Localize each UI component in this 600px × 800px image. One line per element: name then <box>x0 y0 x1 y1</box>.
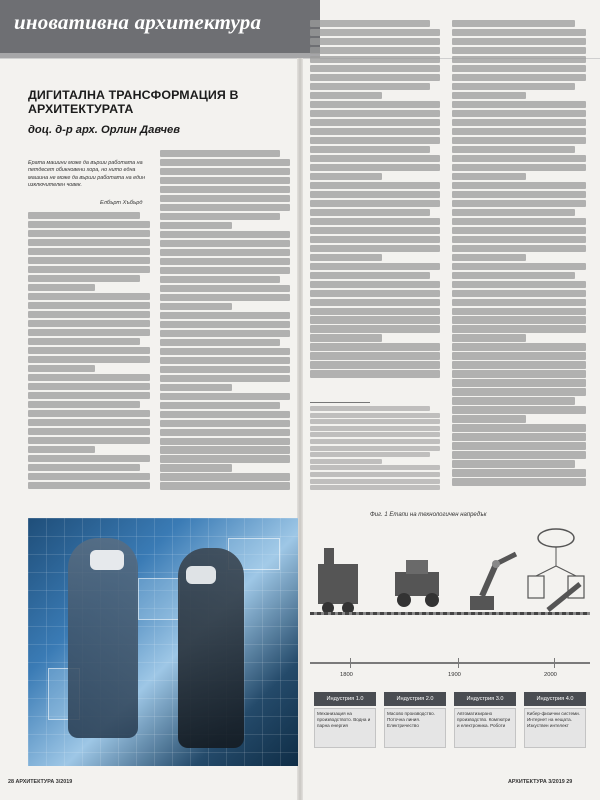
text-line <box>310 200 440 207</box>
stage-description: Механизация на производството. Водна и парна енергия <box>314 708 376 748</box>
text-line <box>452 173 526 180</box>
text-line <box>310 281 440 288</box>
text-line <box>28 437 150 444</box>
text-line <box>310 65 440 72</box>
text-line <box>28 455 150 462</box>
text-line <box>28 410 150 417</box>
text-line <box>28 230 150 237</box>
text-line <box>28 284 95 291</box>
text-column-4 <box>452 20 586 506</box>
text-line <box>28 473 150 480</box>
timeline-year: 1800 <box>340 672 353 678</box>
text-column-3 <box>310 20 440 398</box>
text-line <box>160 240 290 247</box>
footer-left: 28 АРХИТЕКТУРА 3/2019 <box>8 779 73 785</box>
text-line <box>160 195 290 202</box>
text-line <box>452 415 526 422</box>
text-line <box>310 325 440 332</box>
text-line <box>160 222 232 229</box>
text-line <box>452 442 586 449</box>
text-line <box>452 146 575 153</box>
text-line <box>452 316 586 323</box>
text-line <box>28 311 150 318</box>
text-line <box>310 432 440 437</box>
article-author: доц. д-р арх. Орлин Давчев <box>28 124 181 136</box>
text-line <box>160 339 280 346</box>
text-line <box>452 137 586 144</box>
text-line <box>28 464 140 471</box>
text-line <box>452 218 586 225</box>
timeline-tick <box>554 658 555 668</box>
text-line <box>160 375 290 382</box>
text-line <box>160 294 290 301</box>
text-line <box>452 406 586 413</box>
figure-caption: Фиг. 1 Етапи на технологичен напредък <box>370 512 487 518</box>
text-line <box>452 433 586 440</box>
text-line <box>452 83 575 90</box>
stage-label: Индустрия 2.0 <box>384 692 446 706</box>
text-line <box>28 401 140 408</box>
text-line <box>160 303 232 310</box>
text-line <box>452 38 586 45</box>
industry-illustrations <box>310 524 590 634</box>
text-line <box>28 266 150 273</box>
text-line <box>452 236 586 243</box>
text-line <box>160 348 290 355</box>
text-line <box>310 137 440 144</box>
text-line <box>310 272 430 279</box>
text-line <box>160 411 290 418</box>
text-line <box>310 83 430 90</box>
text-line <box>160 429 290 436</box>
text-line <box>310 101 440 108</box>
text-line <box>160 384 232 391</box>
text-line <box>452 308 586 315</box>
text-line <box>310 439 440 444</box>
text-line <box>452 379 586 386</box>
text-line <box>452 290 586 297</box>
text-line <box>160 204 290 211</box>
text-line <box>310 479 440 484</box>
text-line <box>310 413 440 418</box>
text-line <box>160 482 290 489</box>
text-line <box>452 478 586 485</box>
text-line <box>452 352 586 359</box>
footnote-rule <box>310 402 370 403</box>
text-line <box>310 119 440 126</box>
text-line <box>160 446 290 453</box>
text-line <box>452 74 586 81</box>
stage-description: Масово производство. Поточна линия. Електричество <box>384 708 446 748</box>
text-line <box>160 177 290 184</box>
footer-right: АРХИТЕКТУРА 3/2019 29 <box>508 779 573 785</box>
text-line <box>28 221 150 228</box>
text-line <box>28 374 150 381</box>
text-line <box>160 285 290 292</box>
text-line <box>452 272 575 279</box>
text-line <box>28 248 150 255</box>
text-line <box>452 245 586 252</box>
text-line <box>452 263 586 270</box>
text-line <box>310 406 430 411</box>
article-title: ДИГИТАЛНА ТРАНСФОРМАЦИЯ В АРХИТЕКТУРАТА <box>28 88 239 116</box>
timeline-axis <box>310 662 590 664</box>
text-line <box>28 365 95 372</box>
text-line <box>452 451 586 458</box>
text-line <box>452 200 586 207</box>
text-line <box>310 334 382 341</box>
text-line <box>160 464 232 471</box>
text-line <box>310 182 440 189</box>
text-line <box>452 299 586 306</box>
steam-locomotive-icon <box>318 548 358 614</box>
text-line <box>160 168 290 175</box>
text-line <box>452 92 526 99</box>
text-line <box>160 321 290 328</box>
text-line <box>310 465 440 470</box>
holo-cube <box>138 578 180 620</box>
text-line <box>310 472 440 477</box>
text-line <box>310 254 382 261</box>
text-line <box>310 452 430 457</box>
text-line <box>28 293 150 300</box>
text-line <box>310 47 440 54</box>
timeline-tick <box>350 658 351 668</box>
text-line <box>452 469 586 476</box>
text-line <box>310 110 440 117</box>
stage-description: Автоматизирано производство. Компютри и електроника. Роботи <box>454 708 516 748</box>
text-line <box>452 388 586 395</box>
text-line <box>160 159 290 166</box>
text-line <box>28 338 140 345</box>
text-line <box>28 347 150 354</box>
text-line <box>452 361 586 368</box>
text-line <box>28 257 150 264</box>
text-line <box>310 191 440 198</box>
text-line <box>452 20 575 27</box>
text-line <box>28 383 150 390</box>
text-line <box>28 275 140 282</box>
text-line <box>310 245 440 252</box>
text-line <box>28 392 150 399</box>
text-line <box>160 258 290 265</box>
text-line <box>452 209 575 216</box>
text-line <box>160 420 290 427</box>
text-line <box>452 155 586 162</box>
text-line <box>310 236 440 243</box>
text-line <box>310 29 440 36</box>
cloud-network-icon <box>528 529 584 610</box>
text-line <box>452 29 586 36</box>
text-line <box>452 56 586 63</box>
text-line <box>452 325 586 332</box>
text-line <box>28 320 150 327</box>
text-line <box>160 276 280 283</box>
text-line <box>310 299 440 306</box>
epigraph-author: Елбърт Хъбърд <box>100 200 143 206</box>
text-line <box>310 74 440 81</box>
stage-label: Индустрия 1.0 <box>314 692 376 706</box>
text-line <box>452 424 586 431</box>
text-line <box>160 455 290 462</box>
text-line <box>28 428 150 435</box>
text-line <box>28 239 150 246</box>
text-line <box>310 92 382 99</box>
text-line <box>160 267 290 274</box>
text-line <box>452 164 586 171</box>
text-line <box>28 302 150 309</box>
footnotes <box>310 406 440 496</box>
text-line <box>310 459 382 464</box>
stage-description: Кибер-физични системи. Интернет на нещата. Изкуствен интелект <box>524 708 586 748</box>
text-line <box>310 146 430 153</box>
text-line <box>310 227 440 234</box>
text-line <box>160 249 290 256</box>
text-line <box>160 473 290 480</box>
text-line <box>452 128 586 135</box>
text-line <box>452 101 586 108</box>
text-line <box>310 56 440 63</box>
text-line <box>310 316 440 323</box>
text-line <box>28 419 150 426</box>
epigraph: Ерата машини може да върши работата на петдесет обикновени хора, но нито една машина не може да върши работата на един изключителен човек. <box>28 160 145 188</box>
text-line <box>310 209 430 216</box>
text-line <box>310 164 440 171</box>
timeline-year: 1900 <box>448 672 461 678</box>
industry-timeline-figure <box>310 512 590 772</box>
text-line <box>28 212 140 219</box>
text-line <box>452 110 586 117</box>
text-column-1 <box>28 212 150 508</box>
text-line <box>310 343 440 350</box>
text-line <box>28 329 150 336</box>
text-line <box>310 361 440 368</box>
text-line <box>310 155 440 162</box>
text-line <box>310 370 440 377</box>
text-line <box>310 38 440 45</box>
vr-headset-icon <box>186 566 216 584</box>
text-line <box>160 213 280 220</box>
text-line <box>452 343 586 350</box>
stage-label: Индустрия 4.0 <box>524 692 586 706</box>
vr-photo <box>28 518 298 766</box>
text-line <box>160 393 290 400</box>
text-line <box>452 47 586 54</box>
text-line <box>310 20 430 27</box>
text-line <box>160 330 290 337</box>
text-line <box>310 485 440 490</box>
text-line <box>310 263 440 270</box>
text-line <box>310 446 440 451</box>
text-line <box>452 281 586 288</box>
text-line <box>452 227 586 234</box>
robot-arm-icon <box>470 554 516 610</box>
text-line <box>160 312 290 319</box>
rail-track <box>310 612 590 615</box>
text-line <box>310 426 440 431</box>
text-line <box>452 65 586 72</box>
timeline-year: 2000 <box>544 672 557 678</box>
stage-label: Индустрия 3.0 <box>454 692 516 706</box>
text-line <box>160 231 290 238</box>
text-line <box>452 254 526 261</box>
text-line <box>310 218 440 225</box>
text-line <box>452 182 586 189</box>
text-line <box>452 119 586 126</box>
text-line <box>160 357 290 364</box>
text-line <box>310 308 440 315</box>
text-line <box>160 366 290 373</box>
text-line <box>160 438 290 445</box>
text-line <box>310 352 440 359</box>
text-line <box>160 402 280 409</box>
text-line <box>310 128 440 135</box>
text-line <box>28 356 150 363</box>
text-line <box>160 150 280 157</box>
text-line <box>28 446 95 453</box>
vintage-car-icon <box>395 560 439 607</box>
text-line <box>452 370 586 377</box>
text-line <box>160 186 290 193</box>
text-line <box>310 290 440 297</box>
text-column-2 <box>160 150 290 508</box>
timeline-tick <box>458 658 459 668</box>
section-title: иновативна архитектура <box>14 10 262 34</box>
text-line <box>310 419 440 424</box>
text-line <box>452 460 575 467</box>
text-line <box>452 397 575 404</box>
text-line <box>452 334 526 341</box>
text-line <box>310 173 382 180</box>
text-line <box>28 482 150 489</box>
text-line <box>452 191 586 198</box>
vr-headset-icon <box>90 550 124 570</box>
section-header <box>0 0 320 58</box>
